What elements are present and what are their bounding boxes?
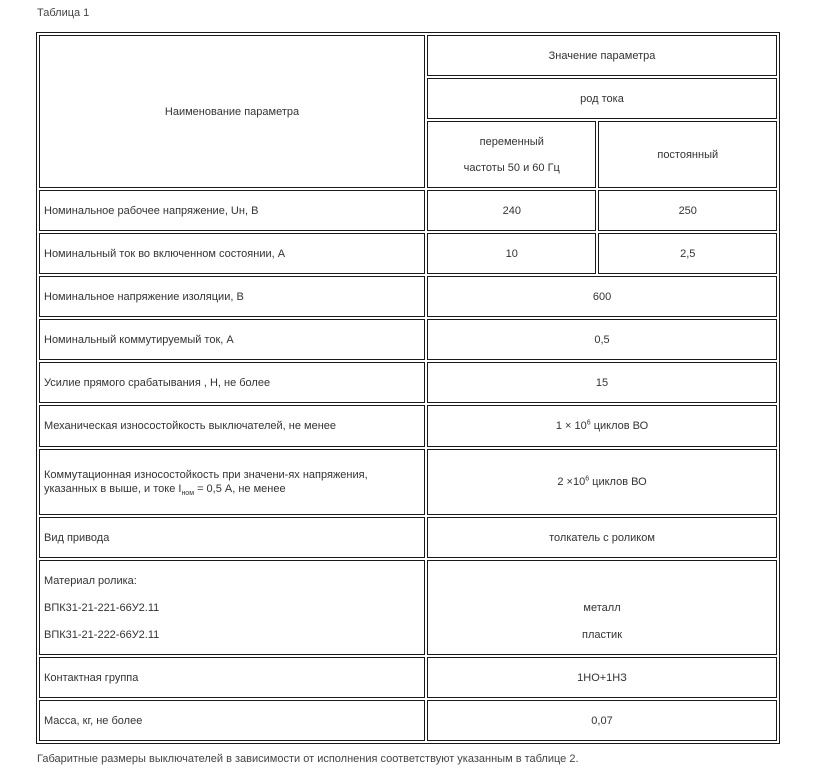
row-model-1: ВПК31-21-221-66У2.11 xyxy=(44,601,160,614)
row-name: Номинальное напряжение изоляции, В xyxy=(39,276,425,317)
table-row xyxy=(39,449,777,515)
row-name-title: Материал ролика: xyxy=(44,574,137,587)
row-name: Масса, кг, не более xyxy=(39,700,425,741)
row-value: $1 \times 10^6$ циклов ВО xyxy=(427,405,777,447)
row-value: 1НО+1НЗ xyxy=(427,657,777,698)
footer-note: Габаритные размеры выключателей в зависимости от исполнения соответствуют указанным в таблице 2. xyxy=(37,753,579,765)
table-row xyxy=(39,190,777,231)
row-model-2: ВПК31-21-222-66У2.11 xyxy=(44,628,160,641)
table-row xyxy=(39,362,777,403)
row-name xyxy=(39,560,425,655)
table-row xyxy=(39,319,777,360)
row-name: Механическая износостойкость выключателей, не менее xyxy=(39,405,425,447)
header-ac xyxy=(427,121,596,188)
table-row xyxy=(39,405,777,447)
row-name: Вид привода xyxy=(39,517,425,558)
table-row xyxy=(39,233,777,274)
header-current-kind: род тока xyxy=(427,78,777,119)
header-param-value: Значение параметра xyxy=(427,35,777,76)
row-name: Номинальный ток во включенном состоянии, А xyxy=(39,233,425,274)
header-ac-line1: переменный xyxy=(479,135,544,148)
row-value: 600 xyxy=(427,276,777,317)
row-value: $2 \times 10^6$ циклов ВО xyxy=(427,449,777,515)
row-ac-value: 240 xyxy=(427,190,596,231)
table-caption: Таблица 1 xyxy=(37,7,90,19)
header-param-name: Наименование параметра xyxy=(39,35,425,188)
row-ac-value: 10 xyxy=(427,233,596,274)
row-name: Контактная группа xyxy=(39,657,425,698)
table-row xyxy=(39,517,777,558)
table-row xyxy=(39,657,777,698)
header-ac-line2: частоты 50 и 60 Гц xyxy=(463,161,560,174)
row-name: Коммутационная износостойкость при значени-ях напряжения, указанных в выше, и токе $I_{ном} = 0,5$ А, не менее xyxy=(39,449,425,515)
row-dc-value: 2,5 xyxy=(598,233,777,274)
row-name: Усилие прямого срабатывания , Н, не более xyxy=(39,362,425,403)
row-value: 15 xyxy=(427,362,777,403)
row-value-1: металл xyxy=(583,601,621,614)
row-value: 0,07 xyxy=(427,700,777,741)
header-dc: постоянный xyxy=(598,121,777,188)
table-row xyxy=(39,560,777,655)
row-value: 0,5 xyxy=(427,319,777,360)
row-name: Номинальный коммутируемый ток, А xyxy=(39,319,425,360)
table-row xyxy=(39,276,777,317)
row-value xyxy=(427,560,777,655)
row-value: толкатель с роликом xyxy=(427,517,777,558)
parameters-table xyxy=(36,32,780,744)
row-dc-value: 250 xyxy=(598,190,777,231)
row-value-2: пластик xyxy=(582,628,623,641)
row-name: Номинальное рабочее напряжение, Uн, В xyxy=(39,190,425,231)
table-row xyxy=(39,700,777,741)
